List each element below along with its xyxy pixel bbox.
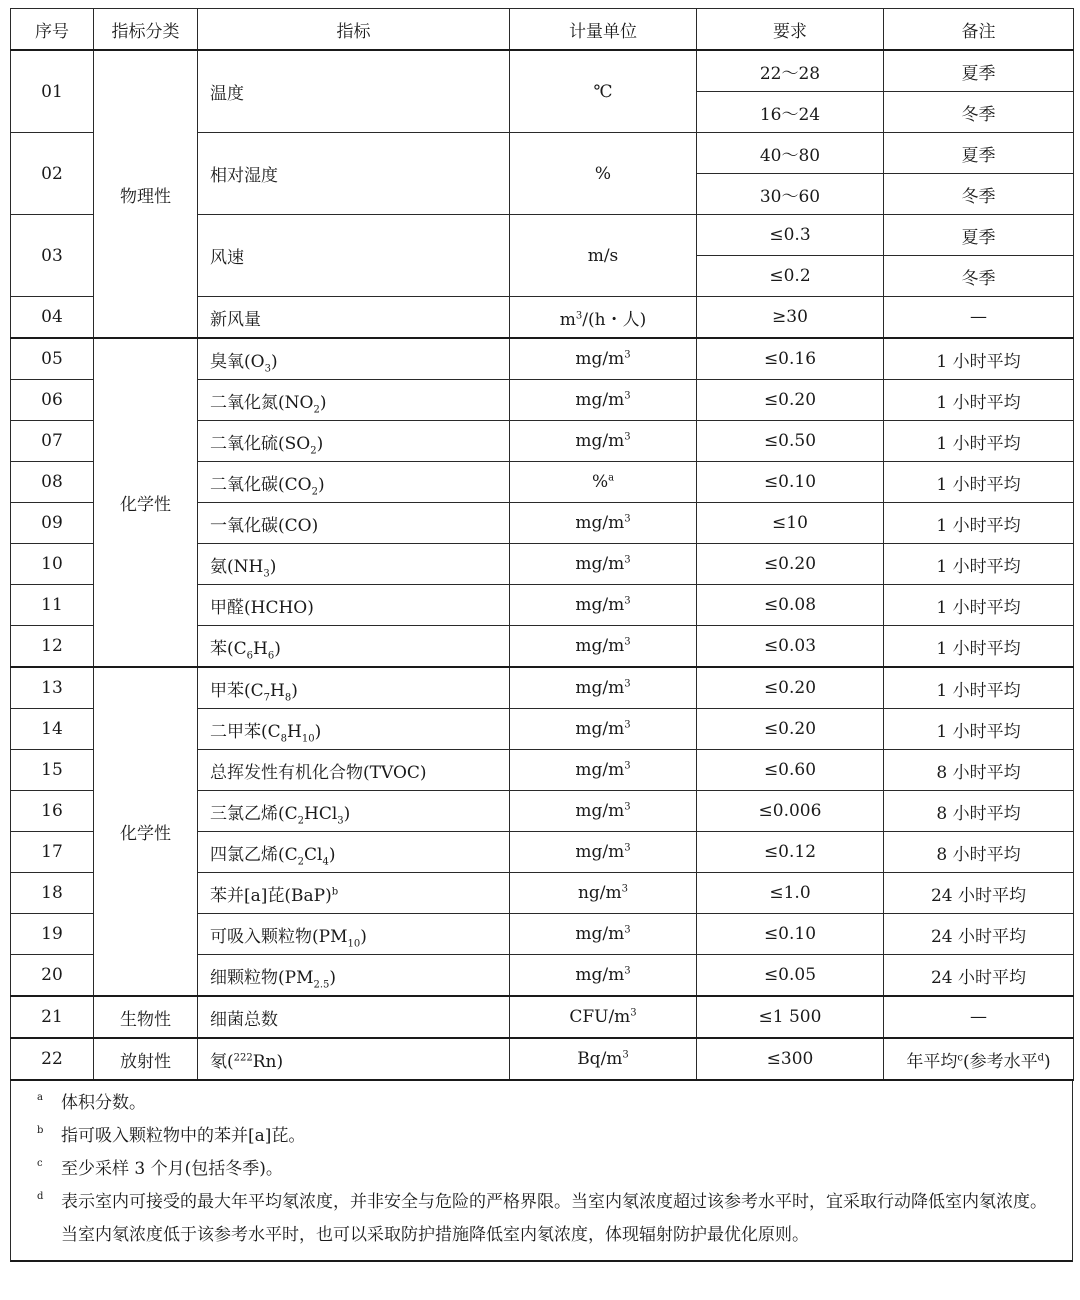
row-no: 21 [11,996,94,1038]
unit-cell: $mg/m^3$ [510,955,697,997]
requirement-cell: 22～28 [697,50,884,92]
requirement-cell: ≤0.03 [697,626,884,668]
row-no: 03 [11,215,94,297]
unit-cell: $mg/m^3$ [510,421,697,462]
remark-cell: 1 小时平均 [884,626,1074,668]
header-indicator: 指标 [198,9,510,51]
remark-cell: 夏季 [884,50,1074,92]
remark-cell: 1 小时平均 [884,380,1074,421]
remark-cell: 1 小时平均 [884,462,1074,503]
indicator-name: 相对湿度 [198,133,510,215]
requirement-cell: ≤0.20 [697,709,884,750]
requirement-cell: ≤0.2 [697,256,884,297]
unit-cell: $mg/m^3$ [510,914,697,955]
footnote-marker: a [37,1092,43,1103]
row-no: 08 [11,462,94,503]
indicator-name: 甲苯$(C_7H_8)$ [198,667,510,709]
requirement-cell: ≤0.12 [697,832,884,873]
footnote-text: 至少采样 3 个月(包括冬季)。 [61,1159,283,1179]
table-row [11,50,1074,92]
unit-cell: $mg/m^3$ [510,709,697,750]
unit-cell: $mg/m^3$ [510,544,697,585]
requirement-cell: ≤0.10 [697,914,884,955]
requirement-cell: ≤0.10 [697,462,884,503]
indoor-air-quality-document [10,8,1073,1262]
row-no: 20 [11,955,94,997]
category-cell: 化学性 [94,338,198,667]
row-no: 17 [11,832,94,873]
remark-cell: 1 小时平均 [884,667,1074,709]
requirement-cell: ≤300 [697,1038,884,1080]
row-no: 16 [11,791,94,832]
remark-cell: 24 小时平均 [884,873,1074,914]
category-cell: 物理性 [94,50,198,338]
row-no: 14 [11,709,94,750]
indicator-name: 风速 [198,215,510,297]
remark-cell: 冬季 [884,92,1074,133]
remark-cell: 冬季 [884,174,1074,215]
remark-cell: 8 小时平均 [884,832,1074,873]
unit-cell: $m^3/(h$・人) [510,297,697,339]
header-unit: 计量单位 [510,9,697,51]
unit-cell: %$^a$ [510,462,697,503]
unit-cell: $mg/m^3$ [510,832,697,873]
row-no: 13 [11,667,94,709]
indicator-name: 总挥发性有机化合物(TVOC) [198,750,510,791]
unit-cell: % [510,133,697,215]
row-no: 05 [11,338,94,380]
remark-cell: 夏季 [884,215,1074,256]
unit-cell: $mg/m^3$ [510,626,697,668]
unit-cell: $mg/m^3$ [510,667,697,709]
unit-cell: $ng/m^3$ [510,873,697,914]
indicator-name: 一氧化碳(CO) [198,503,510,544]
category-cell: 化学性 [94,667,198,996]
unit-cell: CFU/$m^3$ [510,996,697,1038]
remark-cell: 年平均$^c$(参考水平$^d$) [884,1038,1074,1080]
indicator-name: 四氯乙烯$(C_2Cl_4)$ [198,832,510,873]
row-no: 12 [11,626,94,668]
requirement-cell: ≤0.60 [697,750,884,791]
requirement-cell: ≤0.50 [697,421,884,462]
unit-cell: $mg/m^3$ [510,503,697,544]
requirement-cell: ≥30 [697,297,884,339]
indicator-name: 二甲苯$(C_8H_{10})$ [198,709,510,750]
requirement-cell: ≤0.006 [697,791,884,832]
table-footnotes [10,1081,1073,1262]
row-no: 04 [11,297,94,339]
remark-cell: 1 小时平均 [884,503,1074,544]
remark-cell: 冬季 [884,256,1074,297]
remark-cell: 1 小时平均 [884,421,1074,462]
footnote-marker: b [37,1125,44,1136]
header-category: 指标分类 [94,9,198,51]
footnote-c [37,1153,1062,1186]
indicator-name: 细菌总数 [198,996,510,1038]
unit-cell: $Bq/m^3$ [510,1038,697,1080]
footnote-b [37,1120,1062,1153]
unit-cell: $mg/m^3$ [510,585,697,626]
remark-cell: 8 小时平均 [884,750,1074,791]
indicator-name: 臭氧$(O_3)$ [198,338,510,380]
footnote-a [37,1087,1062,1120]
requirement-cell: ≤10 [697,503,884,544]
indicator-name: 二氧化氮$(NO_2)$ [198,380,510,421]
remark-cell: 夏季 [884,133,1074,174]
indicator-name: 二氧化碳$(CO_2)$ [198,462,510,503]
category-cell: 生物性 [94,996,198,1038]
table-row [11,1038,1074,1080]
indicator-name: 三氯乙烯$(C_2HCl_3)$ [198,791,510,832]
row-no: 11 [11,585,94,626]
row-no: 15 [11,750,94,791]
footnote-marker: c [37,1158,43,1169]
requirement-cell: 16～24 [697,92,884,133]
indicator-name: 甲醛(HCHO) [198,585,510,626]
indicator-name: 新风量 [198,297,510,339]
row-no: 01 [11,50,94,133]
indicator-name: 氡($^{222}$Rn) [198,1038,510,1080]
unit-cell: $mg/m^3$ [510,380,697,421]
indicator-name: 细颗粒物$(PM_{2.5})$ [198,955,510,997]
requirement-cell: ≤0.20 [697,380,884,421]
footnote-d [37,1186,1062,1252]
category-cell: 放射性 [94,1038,198,1080]
requirement-cell: ≤0.20 [697,667,884,709]
row-no: 07 [11,421,94,462]
header-remark: 备注 [884,9,1074,51]
indoor-air-quality-table [10,8,1074,1081]
requirement-cell: ≤0.05 [697,955,884,997]
requirement-cell: ≤0.20 [697,544,884,585]
indicator-name: 苯$(C_6H_6)$ [198,626,510,668]
requirement-cell: 30～60 [697,174,884,215]
remark-cell: 1 小时平均 [884,544,1074,585]
row-no: 18 [11,873,94,914]
requirement-cell: ≤1 500 [697,996,884,1038]
remark-cell: — [884,297,1074,339]
requirement-cell: ≤0.16 [697,338,884,380]
table-row [11,667,1074,709]
remark-cell: 24 小时平均 [884,955,1074,997]
footnote-text: 指可吸入颗粒物中的苯并[a]芘。 [61,1126,306,1146]
row-no: 02 [11,133,94,215]
indicator-name: 二氧化硫$(SO_2)$ [198,421,510,462]
footnote-marker: d [37,1191,44,1202]
unit-cell: ℃ [510,50,697,133]
table-header-row [11,9,1074,51]
header-no: 序号 [11,9,94,51]
remark-cell: 1 小时平均 [884,338,1074,380]
footnote-text: 表示室内可接受的最大年平均氡浓度，并非安全与危险的严格界限。当室内氡浓度超过该参考水平时，宜采取行动降低室内氡浓度。当室内氡浓度低于该参考水平时，也可以采取防护措施降低室内氡浓度，体现辐射防护最优化原则。 [61,1192,1047,1245]
indicator-name: 苯并[a]芘(BaP)$^b$ [198,873,510,914]
footnote-text: 体积分数。 [61,1093,146,1113]
indicator-name: 温度 [198,50,510,133]
row-no: 19 [11,914,94,955]
unit-cell: $mg/m^3$ [510,791,697,832]
table-row [11,338,1074,380]
row-no: 09 [11,503,94,544]
remark-cell: 24 小时平均 [884,914,1074,955]
remark-cell: 1 小时平均 [884,585,1074,626]
requirement-cell: 40～80 [697,133,884,174]
remark-cell: 8 小时平均 [884,791,1074,832]
unit-cell: m/s [510,215,697,297]
unit-cell: $mg/m^3$ [510,750,697,791]
indicator-name: 可吸入颗粒物$(PM_{10})$ [198,914,510,955]
header-requirement: 要求 [697,9,884,51]
row-no: 10 [11,544,94,585]
remark-cell: 1 小时平均 [884,709,1074,750]
requirement-cell: ≤0.08 [697,585,884,626]
row-no: 06 [11,380,94,421]
unit-cell: $mg/m^3$ [510,338,697,380]
requirement-cell: ≤0.3 [697,215,884,256]
remark-cell: — [884,996,1074,1038]
indicator-name: 氨$(NH_3)$ [198,544,510,585]
table-row [11,996,1074,1038]
requirement-cell: ≤1.0 [697,873,884,914]
row-no: 22 [11,1038,94,1080]
